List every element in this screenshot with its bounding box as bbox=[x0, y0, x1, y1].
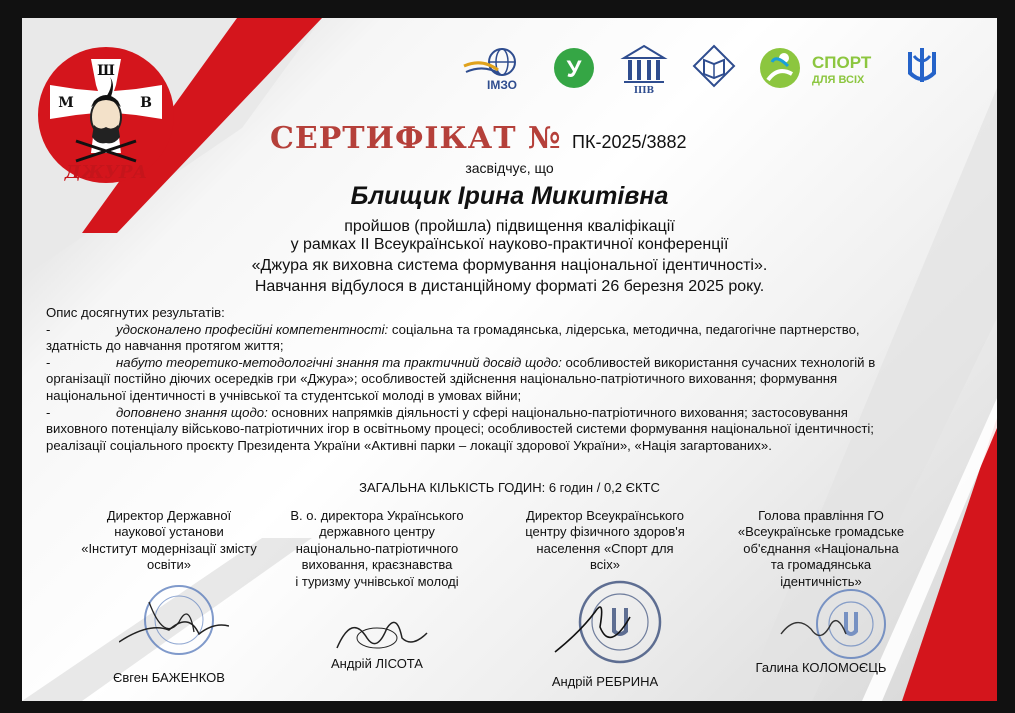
book-icon bbox=[692, 44, 736, 88]
result-continuation: реалізації соціального проєкту Президента України «Активні парки – локації здорової України», «Нація загартованих». bbox=[46, 437, 772, 453]
globe-icon bbox=[462, 44, 532, 92]
u-logo bbox=[552, 44, 596, 97]
book-logo bbox=[692, 44, 736, 93]
result-item bbox=[46, 405, 946, 422]
result-item bbox=[46, 322, 946, 339]
result-text: соціальна та громадянська, лідерська, методична, педагогічне партнерство, bbox=[388, 321, 860, 337]
imzo-text: ІМЗО bbox=[486, 78, 518, 92]
result-lead: доповнено знання щодо: bbox=[116, 404, 268, 420]
for-all-text: ДЛЯ ВСІХ bbox=[812, 74, 865, 86]
signatory-position: Директор Державної наукової установи «Інститут модернізації змісту освіти» bbox=[81, 508, 257, 573]
signatory-name: Андрій ЛІСОТА bbox=[331, 656, 423, 671]
results-heading: Опис досягнутих результатів: bbox=[46, 305, 225, 320]
seal-letter-left: М bbox=[58, 95, 74, 111]
ipv-text: ІПВ bbox=[633, 86, 655, 94]
certificate-title-row bbox=[270, 121, 770, 156]
certificate bbox=[22, 18, 997, 701]
result-dash: - bbox=[46, 354, 51, 370]
sport-for-all-logo bbox=[758, 44, 888, 99]
result-text: основних напрямків діяльності у сфері національно-патріотичного виховання; застосовування bbox=[267, 404, 848, 420]
ipv-logo bbox=[620, 44, 668, 99]
result-continuation: організації постійно діючих осередків гри «Джура»; особливостей здійснення національно-патріотичного виховання; формування bbox=[46, 371, 838, 387]
stamp-icon bbox=[550, 572, 670, 672]
seal-letter-right: В bbox=[140, 95, 152, 111]
signatory-block bbox=[64, 508, 274, 688]
signatory-name: Андрій РЕБРИНА bbox=[551, 674, 659, 689]
certifies-text: засвідчує, що bbox=[465, 160, 554, 176]
signatory-block bbox=[272, 508, 482, 688]
statement-line-1: пройшов (пройшла) підвищення кваліфікації bbox=[344, 218, 675, 235]
stamp-icon bbox=[119, 582, 229, 662]
signature-icon bbox=[332, 608, 432, 658]
certificate-title: СЕРТИФІКАТ № bbox=[270, 121, 562, 156]
stamp-icon bbox=[776, 584, 896, 664]
partner-logos bbox=[462, 44, 982, 104]
total-hours: ЗАГАЛЬНА КІЛЬКІСТЬ ГОДИН: 6 годин / 0,2 ЄКТС bbox=[359, 480, 660, 495]
imzo-logo bbox=[462, 44, 532, 97]
results-section bbox=[46, 305, 946, 454]
signatory-block bbox=[716, 508, 926, 688]
result-text: особливостей використання сучасних технологій в bbox=[561, 354, 876, 370]
signatory-block bbox=[500, 508, 710, 688]
identity-logo bbox=[902, 44, 942, 93]
statement-line-2: у рамках ІІ Всеукраїнської науково-практичної конференції bbox=[290, 236, 729, 253]
building-icon bbox=[620, 44, 668, 94]
statement-line-4: Навчання відбулося в дистанційному форматі 26 березня 2025 року. bbox=[254, 278, 765, 295]
signatory-name: Євген БАЖЕНКОВ bbox=[113, 670, 225, 685]
result-item bbox=[46, 355, 946, 372]
result-dash: - bbox=[46, 321, 51, 337]
seal-letter-top: Ш bbox=[97, 63, 115, 79]
result-continuation: національної ідентичності в учнівської та студентської молоді в умовах війни; bbox=[46, 387, 522, 403]
u-logo-letter: У bbox=[566, 56, 582, 83]
result-lead: набуто теоретико-методологічні знання та практичний досвід щодо: bbox=[116, 354, 562, 370]
result-continuation: здатність до навчання протягом життя; bbox=[46, 338, 284, 354]
result-lead: удосконалено професійні компетентності: bbox=[116, 321, 389, 337]
statement-line-3: «Джура як виховна система формування національної ідентичності». bbox=[251, 257, 768, 274]
recipient-name: Блищик Ірина Микитівна bbox=[350, 182, 669, 210]
signatory-position: Директор Всеукраїнського центру фізичного здоров'я населення «Спорт для всіх» bbox=[525, 508, 685, 573]
sport-text: СПОРТ bbox=[812, 53, 872, 72]
signatory-position: Голова правління ГО «Всеукраїнське громадське об'єднання «Національна та громадянська ідентичність» bbox=[737, 508, 905, 589]
seal-label: ДЖУРА bbox=[64, 162, 148, 183]
signatory-position: В. о. директора Українського державного центру національно-патріотичного виховання, краєзнавства і туризму учнівської молоді bbox=[290, 508, 464, 589]
result-continuation: виховного потенціалу військово-патріотичних ігор в освітньому процесі; особливостей системи формування національної ідентичності; bbox=[46, 421, 874, 437]
result-dash: - bbox=[46, 404, 51, 420]
trident-icon bbox=[902, 44, 942, 88]
certificate-number: ПК-2025/3882 bbox=[572, 132, 687, 152]
signatory-name: Галина КОЛОМОЄЦЬ bbox=[755, 660, 887, 675]
